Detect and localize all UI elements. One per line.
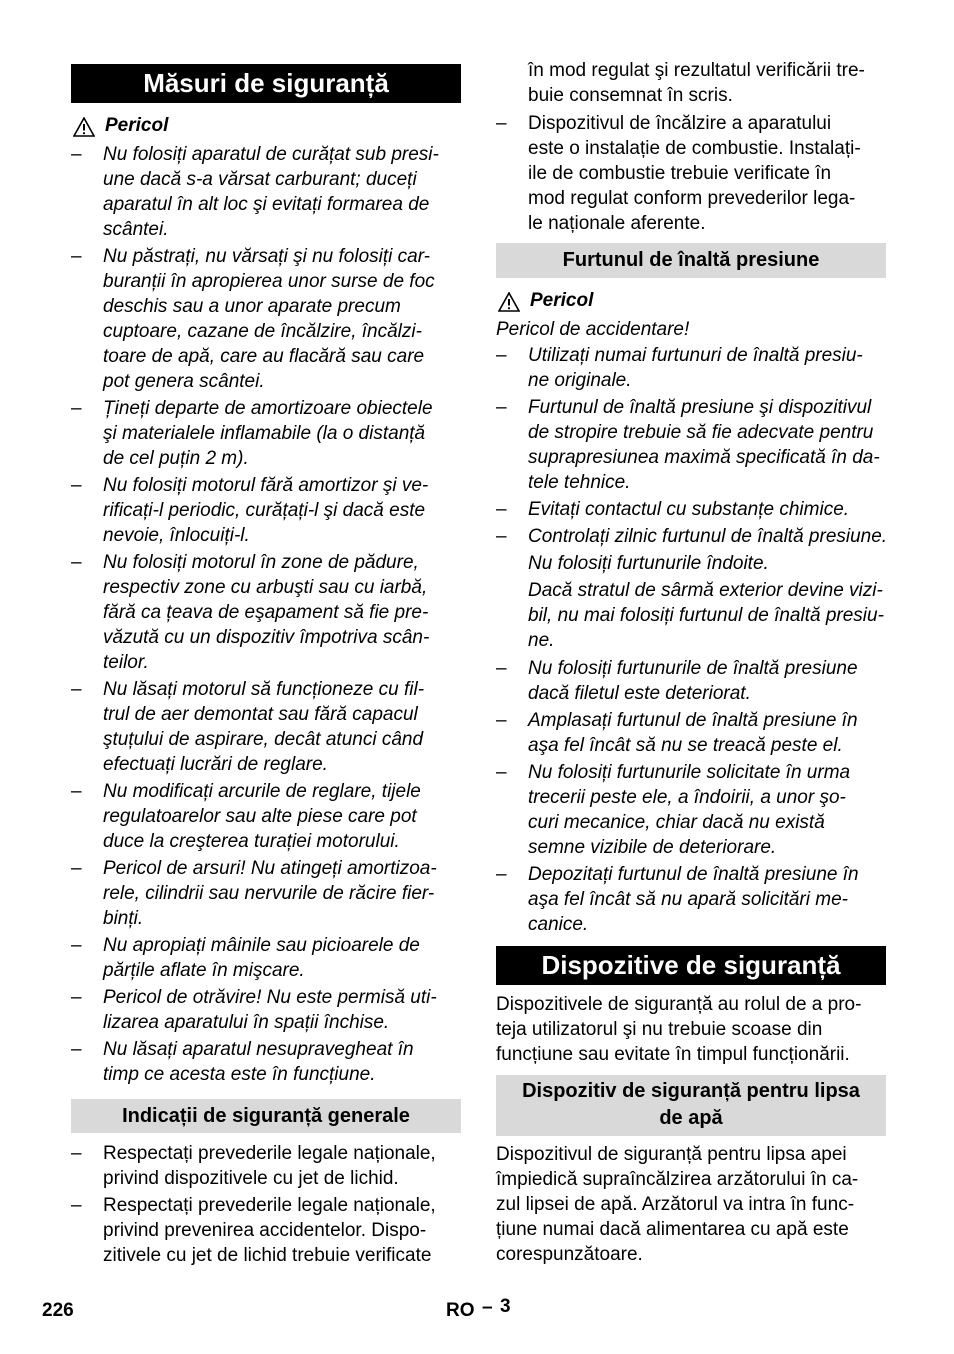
text-block <box>496 1142 858 1267</box>
bullet-dash: – <box>71 246 82 267</box>
page-number: 226 <box>42 1300 74 1321</box>
text-block <box>528 58 865 108</box>
bullet-dash: – <box>496 762 507 783</box>
list-item-line: ne originale. <box>528 370 632 391</box>
list-item-line: fără ca țeava de eşapament să fie pre- <box>103 602 429 623</box>
list-item-line: Nu folosiți motorul fără amortizor şi ve- <box>103 475 429 496</box>
section-title-general-safety: Indicații de siguranță generale <box>71 1099 461 1133</box>
list-item-line: canice. <box>528 914 589 935</box>
water-title-line-1: Dispozitiv de siguranță pentru lipsa <box>522 1080 860 1102</box>
list-item-line: Nu folosiți motorul în zone de pădure, <box>103 552 419 573</box>
list-item-line: suprapresiunea maximă specificată în da- <box>528 447 880 468</box>
list-item-line: Pericol de otrăvire! Nu este permisă uti- <box>103 987 437 1008</box>
list-item-line: Nu folosiți furtunurile de înaltă presiune <box>528 658 858 679</box>
list-item-line: Nu modificați arcurile de reglare, tijele <box>103 781 421 802</box>
list-item-line: lizarea aparatului în spații închise. <box>103 1012 390 1033</box>
text-line: împiedică supraîncălzirea arzătorului în ca- <box>496 1169 859 1190</box>
text-line: buie consemnat în scris. <box>528 85 733 106</box>
danger-intro: Pericol de accidentare! <box>496 319 690 340</box>
list-item-line: une dacă s-a vărsat carburant; duceți <box>103 169 417 190</box>
list-item-line: Dispozitivul de încălzire a aparatului <box>528 113 832 134</box>
text-line: ne. <box>528 630 555 651</box>
list-item-line: respectiv zone cu arbuşti sau cu iarbă, <box>103 577 428 598</box>
list-item-line: rele, cilindrii sau nervurile de răcire fier- <box>103 883 435 904</box>
text-line: Dispozitivul de siguranță pentru lipsa apei <box>496 1144 847 1165</box>
list-item-line: Nu lăsați motorul să funcționeze cu fil- <box>103 679 425 700</box>
footer-dash: – <box>482 1297 493 1318</box>
bullet-dash: – <box>71 1195 82 1216</box>
section-title-safety-devices: Dispozitive de siguranță <box>496 946 886 985</box>
list-item-line: Nu păstrați, nu vărsați şi nu folosiți car- <box>103 246 431 267</box>
list-item-line: cuptoare, cazane de încălzire, încălzi- <box>103 321 422 342</box>
bullet-dash: – <box>71 398 82 419</box>
list-item-line: teilor. <box>103 652 149 673</box>
list-item-line: Controlați zilnic furtunul de înaltă presiune. <box>528 526 888 547</box>
list-item-line: zitivele cu jet de lichid trebuie verificate <box>103 1245 432 1266</box>
list-item-line: aşa fel încât să nu se treacă peste el. <box>528 735 843 756</box>
bullet-dash: – <box>496 345 507 366</box>
list-item-line: Utilizați numai furtunuri de înaltă presiu- <box>528 345 863 366</box>
bullet-dash: – <box>71 935 82 956</box>
danger-label: Pericol <box>530 290 594 311</box>
list-item-line: Pericol de arsuri! Nu atingeți amortizoa- <box>103 858 437 879</box>
bullet-dash: – <box>496 710 507 731</box>
hose-sub-note: Nu folosiți furtunurile îndoite. <box>528 553 769 574</box>
bullet-dash: – <box>71 1143 82 1164</box>
list-item-line: Evitați contactul cu substanțe chimice. <box>528 499 850 520</box>
bullet-dash: – <box>71 987 82 1008</box>
list-item-line: Nu folosiți furtunurile solicitate în urma <box>528 762 851 783</box>
bullet-dash: – <box>496 397 507 418</box>
list-item-line: Depozitați furtunul de înaltă presiune în <box>528 864 859 885</box>
list-item-line: trecerii peste ele, a îndoirii, a unor şo- <box>528 787 846 808</box>
bullet-dash: – <box>71 858 82 879</box>
list-item-line: privind prevenirea accidentelor. Dispo- <box>103 1220 427 1241</box>
warning-triangle-icon <box>73 117 95 137</box>
list-item-line: aparatul în alt loc şi evitați formarea de <box>103 194 430 215</box>
footer-sub-page: 3 <box>500 1296 511 1317</box>
list-item-line: Nu apropiați mâinile sau picioarele de <box>103 935 420 956</box>
water-title-line-2: de apă <box>659 1107 723 1129</box>
bullet-dash: – <box>71 475 82 496</box>
section-title-safety-measures: Măsuri de siguranță <box>71 64 461 103</box>
text-line: în mod regulat şi rezultatul verificării tre- <box>528 60 865 81</box>
list-item-line: timp ce acesta este în funcțiune. <box>103 1064 376 1085</box>
list-item-line: părțile aflate în mişcare. <box>103 960 305 981</box>
section-title-water-shortage-device <box>496 1075 886 1136</box>
text-line: Dispozitivele de siguranță au rolul de a pro- <box>496 994 862 1015</box>
list-item-line: toare de apă, care au flacără sau care <box>103 346 425 367</box>
list-item-line: duce la creşterea turației motorului. <box>103 831 400 852</box>
list-item-line: Furtunul de înaltă presiune şi dispozitivul <box>528 397 872 418</box>
list-item-line: Nu folosiți aparatul de curățat sub presi- <box>103 144 439 165</box>
text-line: Dacă stratul de sârmă exterior devine vizi- <box>528 580 883 601</box>
warning-triangle-icon <box>498 292 520 312</box>
list-item-line: dacă filetul este deteriorat. <box>528 683 751 704</box>
bullet-dash: – <box>496 658 507 679</box>
list-item-line: scântei. <box>103 219 169 240</box>
list-item-line: văzută cu un dispozitiv împotriva scân- <box>103 627 430 648</box>
list-item-line: este o instalație de combustie. Instalați- <box>528 138 861 159</box>
bullet-dash: – <box>71 781 82 802</box>
text-block <box>496 992 861 1067</box>
bullet-dash: – <box>496 113 507 134</box>
bullet-dash: – <box>496 499 507 520</box>
bullet-dash: – <box>71 552 82 573</box>
list-item-line: Respectați prevederile legale naționale, <box>103 1143 436 1164</box>
text-line: zul lipsei de apă. Arzătorul va intra în func- <box>496 1194 855 1215</box>
text-line: teja utilizatorul şi nu trebuie scoase din <box>496 1019 823 1040</box>
list-item-line: deschis sau a unor aparate precum <box>103 296 401 317</box>
list-item-line: de cel puțin 2 m). <box>103 448 249 469</box>
list-item-line: Amplasați furtunul de înaltă presiune în <box>528 710 858 731</box>
list-item-line: Țineți departe de amortizoare obiectele <box>103 398 433 419</box>
bullet-dash: – <box>71 1039 82 1060</box>
text-line: țiune numai dacă alimentarea cu apă este <box>496 1219 849 1240</box>
list-item-line: ile de combustie trebuie verificate în <box>528 163 832 184</box>
list-item-line: semne vizibile de deteriorare. <box>528 837 777 858</box>
list-item-line: trul de aer demontat sau fără capacul <box>103 704 418 725</box>
list-item-line: pot genera scântei. <box>103 371 265 392</box>
list-item-line: le naționale aferente. <box>528 213 706 234</box>
list-item-line: ştuțului de aspirare, decât atunci când <box>103 729 424 750</box>
list-item-line: de stropire trebuie să fie adecvate pentru <box>528 422 874 443</box>
list-item-line: şi materialele inflamabile (la o distanță <box>103 423 426 444</box>
text-line: bil, nu mai folosiți furtunul de înaltă presiu- <box>528 605 884 626</box>
list-item-line: curi mecanice, chiar dacă nu există <box>528 812 825 833</box>
bullet-dash: – <box>71 144 82 165</box>
list-item-line: privind dispozitivele cu jet de lichid. <box>103 1168 399 1189</box>
bullet-dash: – <box>496 864 507 885</box>
list-item-line: regulatoarelor sau alte piese care pot <box>103 806 417 827</box>
language-code: RO <box>446 1300 475 1321</box>
text-line: corespunzătoare. <box>496 1244 643 1265</box>
bullet-dash: – <box>496 526 507 547</box>
list-item-line: aşa fel încât să nu apară solicitări me- <box>528 889 848 910</box>
list-item-line: buranții în apropierea unor surse de foc <box>103 271 435 292</box>
list-item-line: tele tehnice. <box>528 472 631 493</box>
bullet-dash: – <box>71 679 82 700</box>
list-item-line: rificați-l periodic, curățați-l şi dacă este <box>103 500 426 521</box>
list-item-line: nevoie, înlocuiți-l. <box>103 525 250 546</box>
list-item-line: Respectați prevederile legale naționale, <box>103 1195 436 1216</box>
section-title-high-pressure-hose: Furtunul de înaltă presiune <box>496 243 886 278</box>
list-item-line: efectuați lucrări de reglare. <box>103 754 328 775</box>
list-item-line: mod regulat conform prevederilor lega- <box>528 188 856 209</box>
text-line: funcțiune sau evitate în timpul funcționării. <box>496 1044 850 1065</box>
text-block <box>528 578 884 653</box>
list-item-line: Nu lăsați aparatul nesupravegheat în <box>103 1039 414 1060</box>
danger-label: Pericol <box>105 115 169 136</box>
list-item-line: binți. <box>103 908 144 929</box>
